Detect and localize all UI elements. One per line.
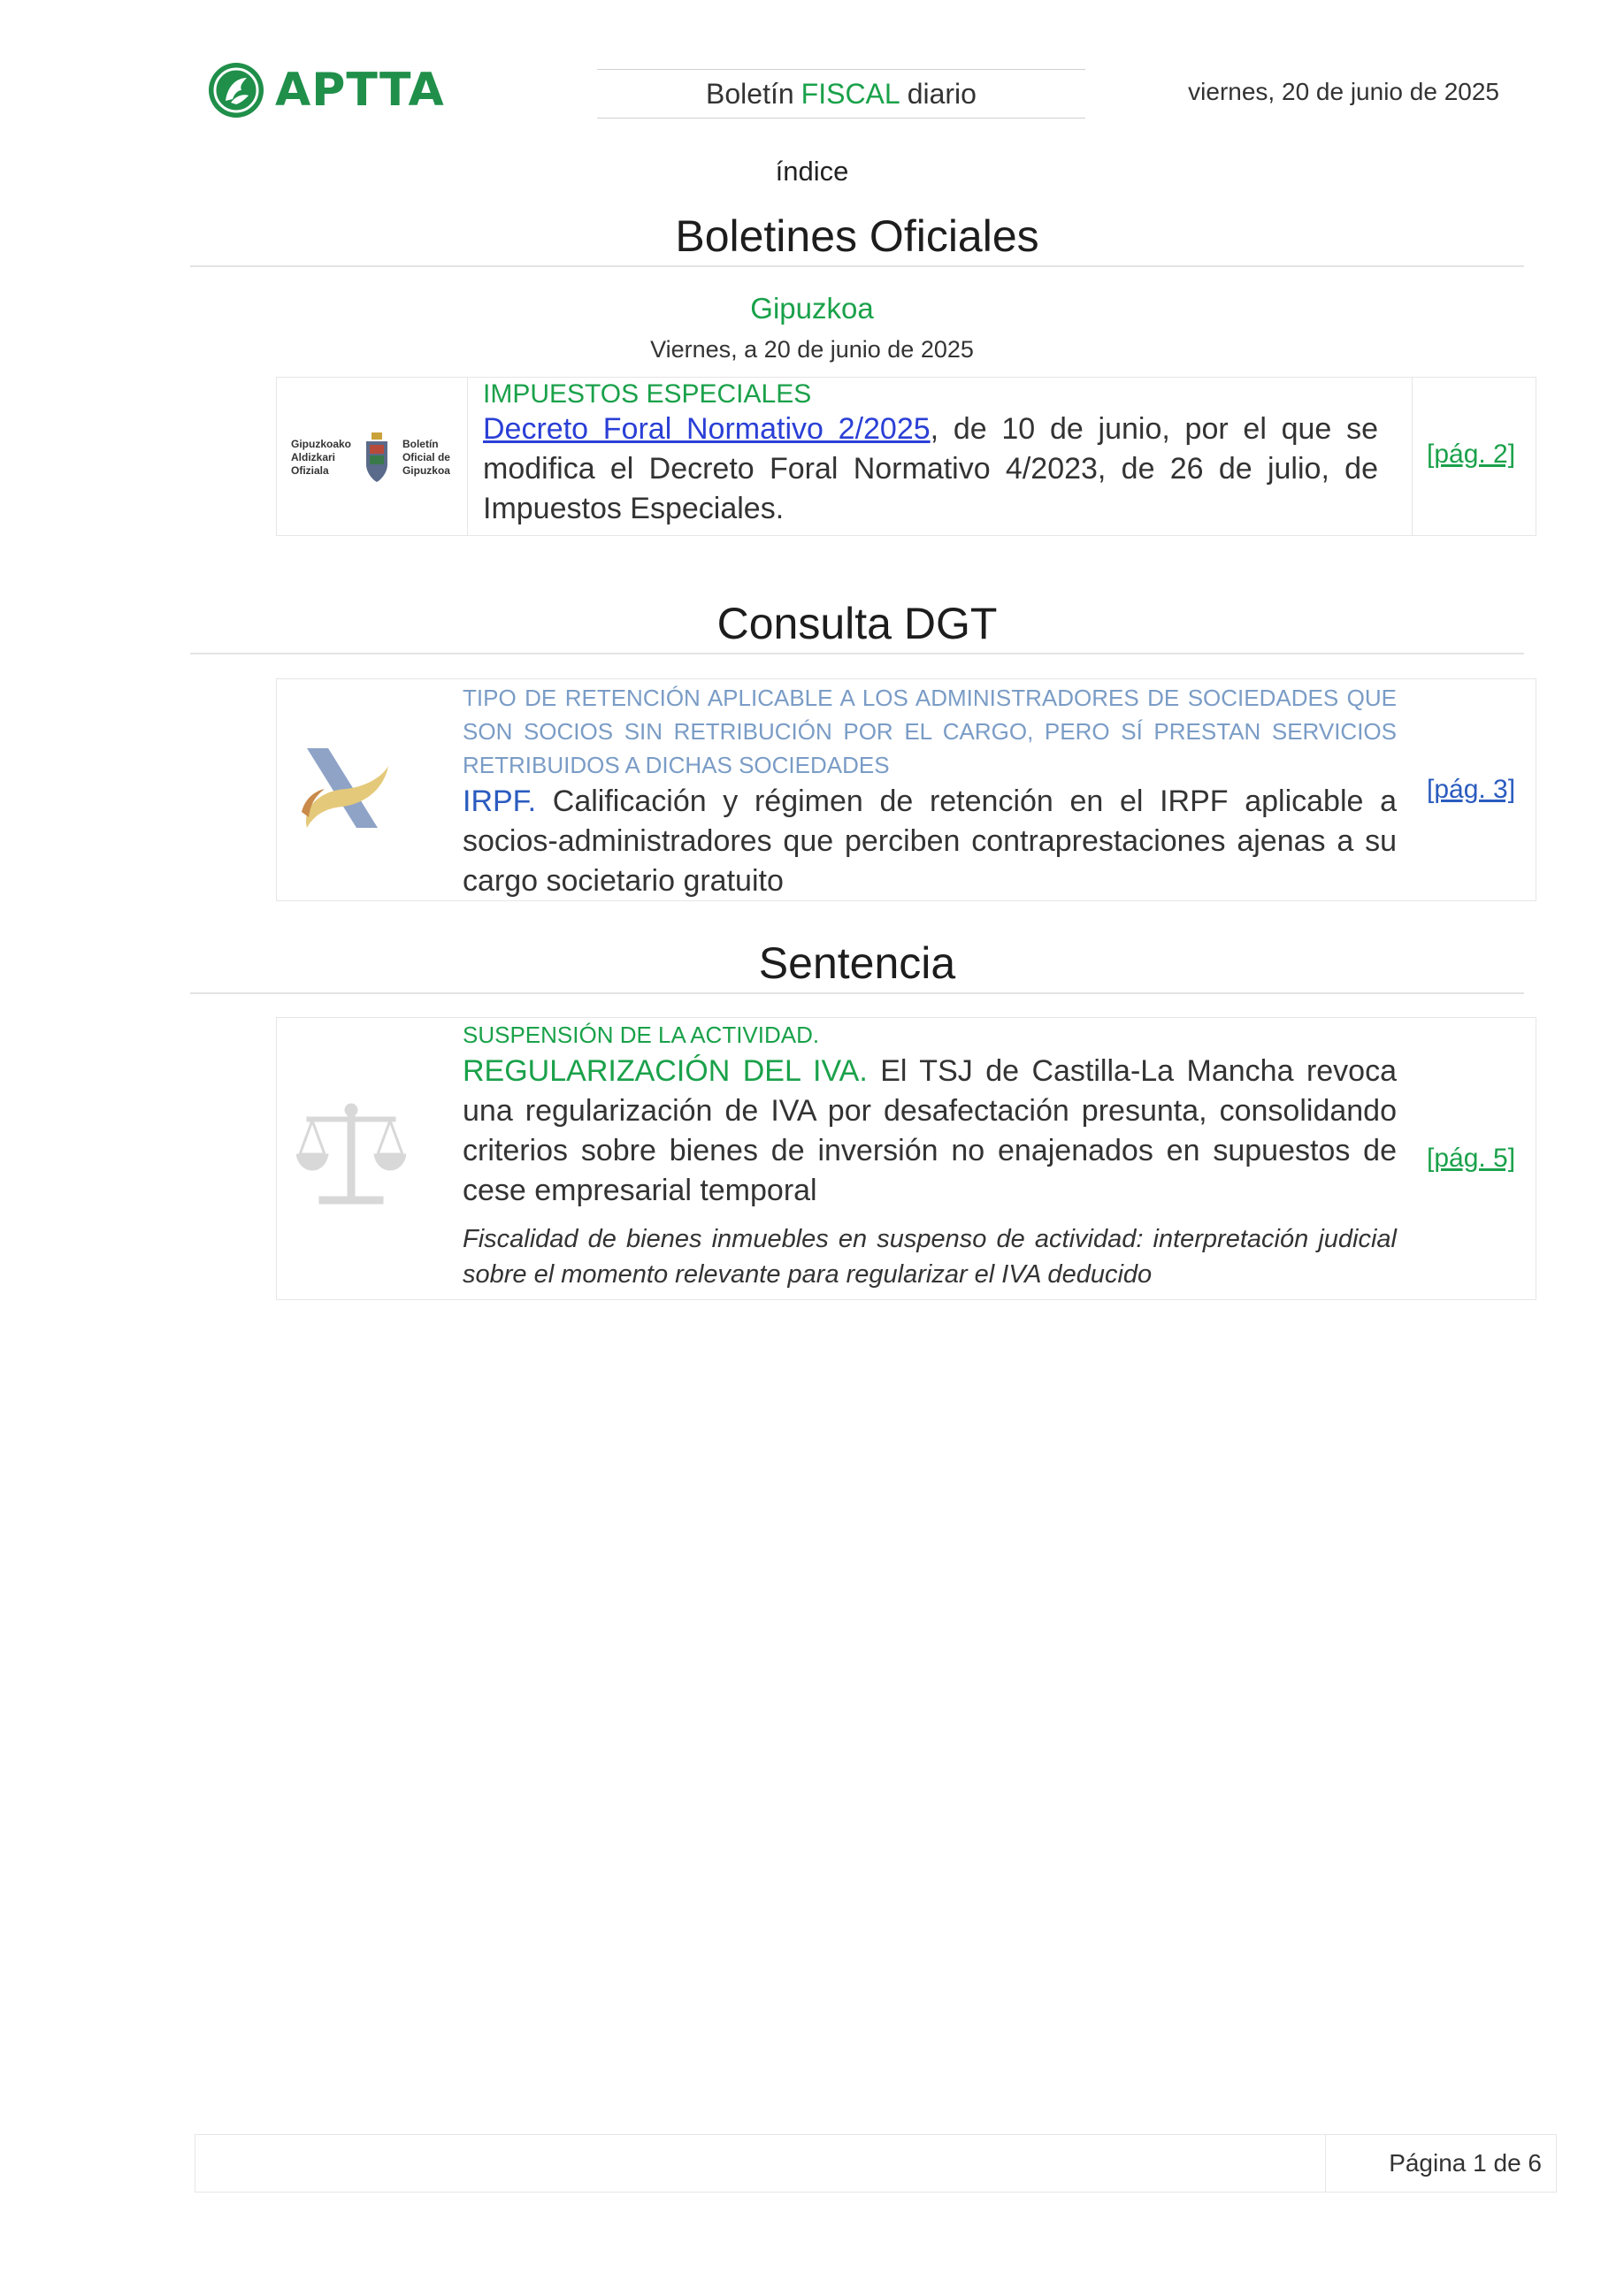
page-ref-link[interactable]: [pág. 3] [1427, 775, 1516, 804]
aptta-logo [206, 58, 454, 122]
consulta-item-card [276, 678, 1536, 901]
section-title-sentencia: Sentencia [190, 938, 1524, 994]
item-lead: IRPF. [463, 784, 537, 818]
logo-left-line: Gipuzkoako [291, 437, 352, 450]
gipuzkoa-bulletin-logo-icon [291, 424, 450, 491]
item-lead: REGULARIZACIÓN DEL IVA. [463, 1054, 868, 1088]
page-number: Página 1 de 6 [1389, 2149, 1542, 2177]
section-title-boletines: Boletines Oficiales [190, 210, 1524, 267]
consulta-item-content [463, 681, 1397, 901]
item-kicker: IMPUESTOS ESPECIALES [483, 379, 812, 409]
section-title-consulta: Consulta DGT [190, 598, 1524, 654]
title-prefix: Boletín [706, 77, 794, 110]
sentencia-item-content [463, 1018, 1397, 1292]
region-date: Viernes, a 20 de junio de 2025 [650, 336, 974, 363]
item-italic-summary: Fiscalidad de bienes inmuebles en suspenso de actividad: interpretación judicial sobre el momento relevante para regularizar el IVA deducido [463, 1225, 1397, 1289]
title-suffix: diario [907, 77, 977, 110]
item-body [463, 782, 1397, 901]
sentencia-item-card [276, 1017, 1536, 1300]
index-label: índice [775, 156, 849, 187]
item-body-text: El TSJ de Castilla-La Mancha revoca una regularización de IVA por desafectación presunta, consolidando criterios sobre bienes de inversión no enajenados en supuestos de cese empresarial temporal [463, 1054, 1397, 1207]
aptta-logo-icon [206, 60, 266, 120]
item-kicker: SUSPENSIÓN DE LA ACTIVIDAD. [463, 1022, 820, 1048]
decreto-link[interactable]: Decreto Foral Normativo 2/2025 [483, 412, 931, 446]
item-body-text: Calificación y régimen de retención en el IRPF aplicable a socios-administradores que perciben contraprestaciones ajenas a su cargo societario gratuito [463, 784, 1397, 898]
logo-left-line: Ofiziala [291, 463, 329, 477]
page-footer [195, 2134, 1557, 2193]
page-ref-link[interactable]: [pág. 5] [1427, 1144, 1516, 1173]
item-kicker: TIPO DE RETENCIÓN APLICABLE A LOS ADMINISTRADORES DE SOCIEDADES QUE SON SOCIOS SIN RETRIBUCIÓN POR EL CARGO, PERO SÍ PRESTAN SERVICIOS RETRIBUIDOS A DICHAS SOCIEDADES [463, 685, 1397, 778]
page-ref-link[interactable]: [pág. 2] [1427, 440, 1516, 469]
boletin-item-content [483, 379, 1378, 529]
region-name: Gipuzkoa [750, 292, 874, 325]
item-body [483, 409, 1378, 529]
item-body [463, 1052, 1397, 1211]
scales-of-justice-icon [296, 1099, 406, 1209]
logo-right-line: Boletín [402, 437, 439, 450]
logo-right-line: Oficial de [402, 450, 450, 463]
bulletin-title [597, 69, 1085, 119]
coat-of-arms-icon [363, 431, 391, 484]
boletin-item-card [276, 377, 1536, 536]
item-body-text: , de 10 de junio, por el que se modifica el Decreto Foral Normativo 4/2023, de 26 de julio, de Impuestos Especiales. [483, 412, 1378, 525]
aeat-logo-icon [293, 746, 392, 835]
title-accent: FISCAL [801, 77, 900, 110]
logo-left-line: Aldizkari [291, 450, 336, 463]
header-date: viernes, 20 de junio de 2025 [1188, 78, 1499, 105]
logo-text: APTTA [275, 64, 445, 117]
logo-right-line: Gipuzkoa [402, 463, 450, 477]
